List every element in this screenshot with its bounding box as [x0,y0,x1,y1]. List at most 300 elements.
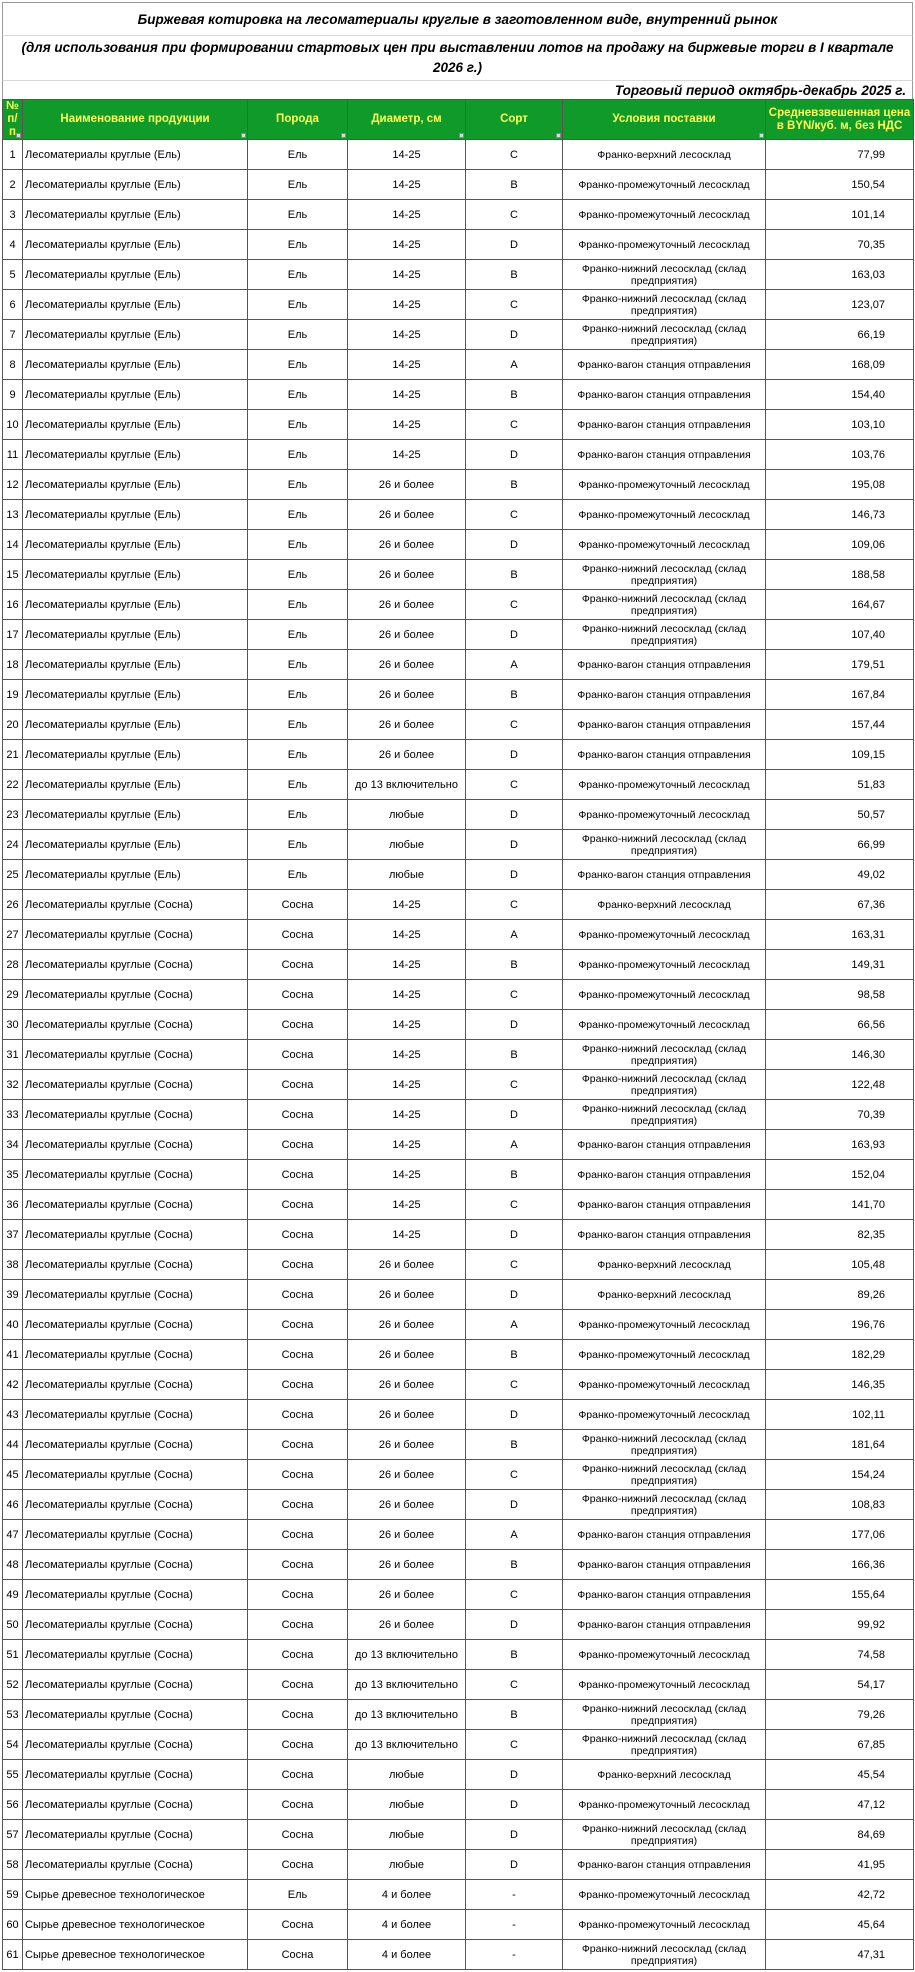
price-cell[interactable]: 163,03 [766,260,914,290]
diameter-cell[interactable]: любые [348,860,466,890]
product-name-cell[interactable]: Лесоматериалы круглые (Сосна) [23,1370,248,1400]
delivery-conditions-cell[interactable]: Франко-вагон станция отправления [563,1580,766,1610]
price-cell[interactable]: 66,56 [766,1010,914,1040]
price-cell[interactable]: 155,64 [766,1580,914,1610]
delivery-conditions-cell[interactable]: Франко-нижний лесосклад (склад предприятия) [563,1040,766,1070]
row-number-cell[interactable]: 17 [3,620,23,650]
price-cell[interactable]: 89,26 [766,1280,914,1310]
diameter-cell[interactable]: 14-25 [348,890,466,920]
species-cell[interactable]: Ель [248,770,348,800]
diameter-cell[interactable]: 14-25 [348,230,466,260]
delivery-conditions-cell[interactable]: Франко-нижний лесосклад (склад предприятия) [563,1730,766,1760]
price-cell[interactable]: 51,83 [766,770,914,800]
product-name-cell[interactable]: Лесоматериалы круглые (Ель) [23,140,248,170]
grade-cell[interactable]: A [466,920,563,950]
product-name-cell[interactable]: Лесоматериалы круглые (Ель) [23,470,248,500]
species-cell[interactable]: Ель [248,350,348,380]
product-name-cell[interactable]: Лесоматериалы круглые (Ель) [23,860,248,890]
delivery-conditions-cell[interactable]: Франко-нижний лесосклад (склад предприятия) [563,1460,766,1490]
price-cell[interactable]: 102,11 [766,1400,914,1430]
delivery-conditions-cell[interactable]: Франко-нижний лесосклад (склад предприятия) [563,830,766,860]
diameter-cell[interactable]: 26 и более [348,560,466,590]
price-cell[interactable]: 122,48 [766,1070,914,1100]
diameter-cell[interactable]: 14-25 [348,920,466,950]
row-number-cell[interactable]: 8 [3,350,23,380]
row-number-cell[interactable]: 18 [3,650,23,680]
species-cell[interactable]: Сосна [248,1730,348,1760]
price-cell[interactable]: 50,57 [766,800,914,830]
price-cell[interactable]: 196,76 [766,1310,914,1340]
species-cell[interactable]: Сосна [248,1700,348,1730]
grade-cell[interactable]: D [466,1760,563,1790]
row-number-cell[interactable]: 53 [3,1700,23,1730]
delivery-conditions-cell[interactable]: Франко-промежуточный лесосклад [563,1340,766,1370]
species-cell[interactable]: Ель [248,590,348,620]
diameter-cell[interactable]: до 13 включительно [348,1670,466,1700]
product-name-cell[interactable]: Лесоматериалы круглые (Ель) [23,740,248,770]
product-name-cell[interactable]: Сырье древесное технологическое [23,1880,248,1910]
diameter-cell[interactable]: 26 и более [348,1250,466,1280]
row-number-cell[interactable]: 56 [3,1790,23,1820]
diameter-cell[interactable]: 14-25 [348,950,466,980]
grade-cell[interactable]: C [466,770,563,800]
product-name-cell[interactable]: Лесоматериалы круглые (Сосна) [23,1460,248,1490]
price-cell[interactable]: 54,17 [766,1670,914,1700]
price-cell[interactable]: 66,19 [766,320,914,350]
price-cell[interactable]: 103,10 [766,410,914,440]
diameter-cell[interactable]: до 13 включительно [348,1640,466,1670]
row-number-cell[interactable]: 24 [3,830,23,860]
price-cell[interactable]: 107,40 [766,620,914,650]
diameter-cell[interactable]: 14-25 [348,1040,466,1070]
product-name-cell[interactable]: Лесоматериалы круглые (Сосна) [23,1190,248,1220]
species-cell[interactable]: Сосна [248,1790,348,1820]
price-cell[interactable]: 105,48 [766,1250,914,1280]
row-number-cell[interactable]: 26 [3,890,23,920]
filter-corner-icon[interactable] [759,133,764,138]
product-name-cell[interactable]: Лесоматериалы круглые (Ель) [23,620,248,650]
product-name-cell[interactable]: Лесоматериалы круглые (Ель) [23,380,248,410]
diameter-cell[interactable]: 14-25 [348,1130,466,1160]
grade-cell[interactable]: C [466,590,563,620]
price-cell[interactable]: 141,70 [766,1190,914,1220]
species-cell[interactable]: Сосна [248,1490,348,1520]
grade-cell[interactable]: D [466,620,563,650]
row-number-cell[interactable]: 19 [3,680,23,710]
filter-corner-icon[interactable] [241,133,246,138]
price-cell[interactable]: 154,40 [766,380,914,410]
delivery-conditions-cell[interactable]: Франко-вагон станция отправления [563,860,766,890]
grade-cell[interactable]: B [466,560,563,590]
species-cell[interactable]: Сосна [248,1580,348,1610]
species-cell[interactable]: Ель [248,530,348,560]
price-cell[interactable]: 79,26 [766,1700,914,1730]
row-number-cell[interactable]: 5 [3,260,23,290]
species-cell[interactable]: Сосна [248,890,348,920]
price-cell[interactable]: 109,15 [766,740,914,770]
price-cell[interactable]: 166,36 [766,1550,914,1580]
price-cell[interactable]: 182,29 [766,1340,914,1370]
price-cell[interactable]: 157,44 [766,710,914,740]
delivery-conditions-cell[interactable]: Франко-нижний лесосклад (склад предприятия) [563,1100,766,1130]
delivery-conditions-cell[interactable]: Франко-нижний лесосклад (склад предприятия) [563,1700,766,1730]
row-number-cell[interactable]: 41 [3,1340,23,1370]
diameter-cell[interactable]: 26 и более [348,680,466,710]
grade-cell[interactable]: C [466,140,563,170]
grade-cell[interactable]: C [466,1670,563,1700]
grade-cell[interactable]: C [466,980,563,1010]
grade-cell[interactable]: B [466,470,563,500]
grade-cell[interactable]: B [466,1430,563,1460]
species-cell[interactable]: Сосна [248,920,348,950]
grade-cell[interactable]: C [466,290,563,320]
row-number-cell[interactable]: 30 [3,1010,23,1040]
row-number-cell[interactable]: 14 [3,530,23,560]
product-name-cell[interactable]: Сырье древесное технологическое [23,1910,248,1940]
price-cell[interactable]: 101,14 [766,200,914,230]
diameter-cell[interactable]: 14-25 [348,260,466,290]
price-cell[interactable]: 181,64 [766,1430,914,1460]
row-number-cell[interactable]: 13 [3,500,23,530]
price-cell[interactable]: 177,06 [766,1520,914,1550]
row-number-cell[interactable]: 27 [3,920,23,950]
price-cell[interactable]: 146,73 [766,500,914,530]
row-number-cell[interactable]: 3 [3,200,23,230]
price-cell[interactable]: 99,92 [766,1610,914,1640]
header-name[interactable]: Наименование продукции [23,100,248,140]
row-number-cell[interactable]: 32 [3,1070,23,1100]
product-name-cell[interactable]: Лесоматериалы круглые (Сосна) [23,1070,248,1100]
product-name-cell[interactable]: Лесоматериалы круглые (Ель) [23,260,248,290]
product-name-cell[interactable]: Лесоматериалы круглые (Ель) [23,440,248,470]
row-number-cell[interactable]: 49 [3,1580,23,1610]
delivery-conditions-cell[interactable]: Франко-вагон станция отправления [563,1190,766,1220]
price-cell[interactable]: 41,95 [766,1850,914,1880]
product-name-cell[interactable]: Лесоматериалы круглые (Сосна) [23,1550,248,1580]
delivery-conditions-cell[interactable]: Франко-вагон станция отправления [563,440,766,470]
species-cell[interactable]: Ель [248,860,348,890]
price-cell[interactable]: 168,09 [766,350,914,380]
delivery-conditions-cell[interactable]: Франко-вагон станция отправления [563,740,766,770]
grade-cell[interactable]: C [466,1370,563,1400]
diameter-cell[interactable]: 14-25 [348,200,466,230]
price-cell[interactable]: 70,39 [766,1100,914,1130]
row-number-cell[interactable]: 10 [3,410,23,440]
delivery-conditions-cell[interactable]: Франко-верхний лесосклад [563,890,766,920]
grade-cell[interactable]: C [466,1460,563,1490]
grade-cell[interactable]: A [466,1520,563,1550]
grade-cell[interactable]: D [466,1610,563,1640]
header-diameter[interactable]: Диаметр, см [348,100,466,140]
species-cell[interactable]: Ель [248,380,348,410]
row-number-cell[interactable]: 36 [3,1190,23,1220]
species-cell[interactable]: Ель [248,440,348,470]
diameter-cell[interactable]: 14-25 [348,1010,466,1040]
delivery-conditions-cell[interactable]: Франко-промежуточный лесосклад [563,1670,766,1700]
diameter-cell[interactable]: 26 и более [348,650,466,680]
diameter-cell[interactable]: любые [348,1850,466,1880]
species-cell[interactable]: Ель [248,230,348,260]
row-number-cell[interactable]: 6 [3,290,23,320]
species-cell[interactable]: Сосна [248,1040,348,1070]
row-number-cell[interactable]: 33 [3,1100,23,1130]
row-number-cell[interactable]: 61 [3,1940,23,1970]
delivery-conditions-cell[interactable]: Франко-вагон станция отправления [563,1550,766,1580]
product-name-cell[interactable]: Лесоматериалы круглые (Ель) [23,710,248,740]
species-cell[interactable]: Ель [248,260,348,290]
product-name-cell[interactable]: Лесоматериалы круглые (Сосна) [23,1130,248,1160]
header-num[interactable]: № п/п [3,100,23,140]
delivery-conditions-cell[interactable]: Франко-промежуточный лесосклад [563,920,766,950]
price-cell[interactable]: 164,67 [766,590,914,620]
product-name-cell[interactable]: Лесоматериалы круглые (Сосна) [23,1430,248,1460]
product-name-cell[interactable]: Лесоматериалы круглые (Сосна) [23,1340,248,1370]
delivery-conditions-cell[interactable]: Франко-нижний лесосклад (склад предприятия) [563,560,766,590]
row-number-cell[interactable]: 21 [3,740,23,770]
species-cell[interactable]: Сосна [248,1670,348,1700]
row-number-cell[interactable]: 11 [3,440,23,470]
grade-cell[interactable]: C [466,710,563,740]
grade-cell[interactable]: D [466,530,563,560]
diameter-cell[interactable]: 14-25 [348,1220,466,1250]
diameter-cell[interactable]: любые [348,1790,466,1820]
diameter-cell[interactable]: 14-25 [348,290,466,320]
species-cell[interactable]: Ель [248,650,348,680]
price-cell[interactable]: 82,35 [766,1220,914,1250]
grade-cell[interactable]: D [466,1850,563,1880]
row-number-cell[interactable]: 9 [3,380,23,410]
grade-cell[interactable]: B [466,1340,563,1370]
price-cell[interactable]: 67,36 [766,890,914,920]
species-cell[interactable]: Ель [248,500,348,530]
diameter-cell[interactable]: 14-25 [348,1160,466,1190]
diameter-cell[interactable]: до 13 включительно [348,1700,466,1730]
filter-corner-icon[interactable] [16,133,21,138]
row-number-cell[interactable]: 34 [3,1130,23,1160]
species-cell[interactable]: Ель [248,170,348,200]
row-number-cell[interactable]: 2 [3,170,23,200]
diameter-cell[interactable]: любые [348,1760,466,1790]
product-name-cell[interactable]: Лесоматериалы круглые (Сосна) [23,1310,248,1340]
species-cell[interactable]: Сосна [248,1550,348,1580]
species-cell[interactable]: Сосна [248,980,348,1010]
product-name-cell[interactable]: Лесоматериалы круглые (Сосна) [23,1160,248,1190]
row-number-cell[interactable]: 4 [3,230,23,260]
product-name-cell[interactable]: Лесоматериалы круглые (Сосна) [23,1400,248,1430]
product-name-cell[interactable]: Лесоматериалы круглые (Сосна) [23,1040,248,1070]
delivery-conditions-cell[interactable]: Франко-промежуточный лесосклад [563,200,766,230]
delivery-conditions-cell[interactable]: Франко-промежуточный лесосклад [563,1790,766,1820]
row-number-cell[interactable]: 42 [3,1370,23,1400]
diameter-cell[interactable]: 26 и более [348,590,466,620]
species-cell[interactable]: Ель [248,680,348,710]
grade-cell[interactable]: D [466,440,563,470]
price-cell[interactable]: 179,51 [766,650,914,680]
row-number-cell[interactable]: 15 [3,560,23,590]
species-cell[interactable]: Сосна [248,1430,348,1460]
price-cell[interactable]: 188,58 [766,560,914,590]
grade-cell[interactable]: - [466,1880,563,1910]
product-name-cell[interactable]: Лесоматериалы круглые (Ель) [23,830,248,860]
delivery-conditions-cell[interactable]: Франко-вагон станция отправления [563,1220,766,1250]
diameter-cell[interactable]: до 13 включительно [348,1730,466,1760]
species-cell[interactable]: Сосна [248,1400,348,1430]
product-name-cell[interactable]: Лесоматериалы круглые (Ель) [23,800,248,830]
grade-cell[interactable]: D [466,1400,563,1430]
species-cell[interactable]: Сосна [248,1100,348,1130]
grade-cell[interactable]: D [466,1490,563,1520]
row-number-cell[interactable]: 43 [3,1400,23,1430]
species-cell[interactable]: Сосна [248,1820,348,1850]
delivery-conditions-cell[interactable]: Франко-промежуточный лесосклад [563,1400,766,1430]
species-cell[interactable]: Ель [248,470,348,500]
product-name-cell[interactable]: Лесоматериалы круглые (Сосна) [23,1820,248,1850]
species-cell[interactable]: Сосна [248,1850,348,1880]
grade-cell[interactable]: D [466,230,563,260]
grade-cell[interactable]: D [466,740,563,770]
delivery-conditions-cell[interactable]: Франко-промежуточный лесосклад [563,500,766,530]
delivery-conditions-cell[interactable]: Франко-нижний лесосклад (склад предприятия) [563,1430,766,1460]
row-number-cell[interactable]: 55 [3,1760,23,1790]
species-cell[interactable]: Сосна [248,1220,348,1250]
grade-cell[interactable]: B [466,380,563,410]
row-number-cell[interactable]: 47 [3,1520,23,1550]
row-number-cell[interactable]: 31 [3,1040,23,1070]
grade-cell[interactable]: C [466,1070,563,1100]
product-name-cell[interactable]: Лесоматериалы круглые (Сосна) [23,1280,248,1310]
species-cell[interactable]: Ель [248,560,348,590]
price-cell[interactable]: 70,35 [766,230,914,260]
delivery-conditions-cell[interactable]: Франко-промежуточный лесосклад [563,470,766,500]
price-cell[interactable]: 67,85 [766,1730,914,1760]
price-cell[interactable]: 154,24 [766,1460,914,1490]
price-cell[interactable]: 123,07 [766,290,914,320]
delivery-conditions-cell[interactable]: Франко-нижний лесосклад (склад предприятия) [563,1820,766,1850]
grade-cell[interactable]: B [466,950,563,980]
price-cell[interactable]: 49,02 [766,860,914,890]
grade-cell[interactable]: B [466,1040,563,1070]
row-number-cell[interactable]: 40 [3,1310,23,1340]
row-number-cell[interactable]: 45 [3,1460,23,1490]
diameter-cell[interactable]: 14-25 [348,350,466,380]
delivery-conditions-cell[interactable]: Франко-промежуточный лесосклад [563,530,766,560]
product-name-cell[interactable]: Лесоматериалы круглые (Ель) [23,770,248,800]
row-number-cell[interactable]: 37 [3,1220,23,1250]
diameter-cell[interactable]: 26 и более [348,1550,466,1580]
grade-cell[interactable]: - [466,1910,563,1940]
delivery-conditions-cell[interactable]: Франко-промежуточный лесосклад [563,1370,766,1400]
price-cell[interactable]: 66,99 [766,830,914,860]
filter-corner-icon[interactable] [341,133,346,138]
species-cell[interactable]: Сосна [248,1250,348,1280]
species-cell[interactable]: Сосна [248,1460,348,1490]
grade-cell[interactable]: D [466,800,563,830]
header-species[interactable]: Порода [248,100,348,140]
delivery-conditions-cell[interactable]: Франко-вагон станция отправления [563,1520,766,1550]
species-cell[interactable]: Сосна [248,1280,348,1310]
grade-cell[interactable]: C [466,200,563,230]
row-number-cell[interactable]: 50 [3,1610,23,1640]
diameter-cell[interactable]: 26 и более [348,1490,466,1520]
delivery-conditions-cell[interactable]: Франко-вагон станция отправления [563,710,766,740]
row-number-cell[interactable]: 16 [3,590,23,620]
grade-cell[interactable]: C [466,890,563,920]
diameter-cell[interactable]: 14-25 [348,410,466,440]
product-name-cell[interactable]: Лесоматериалы круглые (Сосна) [23,980,248,1010]
delivery-conditions-cell[interactable]: Франко-нижний лесосклад (склад предприятия) [563,590,766,620]
species-cell[interactable]: Сосна [248,1370,348,1400]
diameter-cell[interactable]: 26 и более [348,1460,466,1490]
product-name-cell[interactable]: Лесоматериалы круглые (Сосна) [23,890,248,920]
grade-cell[interactable]: D [466,320,563,350]
delivery-conditions-cell[interactable]: Франко-нижний лесосклад (склад предприятия) [563,1490,766,1520]
product-name-cell[interactable]: Лесоматериалы круглые (Ель) [23,500,248,530]
product-name-cell[interactable]: Лесоматериалы круглые (Сосна) [23,1700,248,1730]
species-cell[interactable]: Ель [248,620,348,650]
row-number-cell[interactable]: 58 [3,1850,23,1880]
delivery-conditions-cell[interactable]: Франко-нижний лесосклад (склад предприятия) [563,320,766,350]
diameter-cell[interactable]: 14-25 [348,980,466,1010]
delivery-conditions-cell[interactable]: Франко-промежуточный лесосклад [563,1880,766,1910]
diameter-cell[interactable]: 14-25 [348,380,466,410]
grade-cell[interactable]: B [466,260,563,290]
row-number-cell[interactable]: 12 [3,470,23,500]
species-cell[interactable]: Сосна [248,1520,348,1550]
row-number-cell[interactable]: 28 [3,950,23,980]
diameter-cell[interactable]: 4 и более [348,1880,466,1910]
product-name-cell[interactable]: Лесоматериалы круглые (Сосна) [23,1610,248,1640]
delivery-conditions-cell[interactable]: Франко-промежуточный лесосклад [563,1010,766,1040]
species-cell[interactable]: Сосна [248,1310,348,1340]
product-name-cell[interactable]: Лесоматериалы круглые (Сосна) [23,950,248,980]
grade-cell[interactable]: A [466,1130,563,1160]
diameter-cell[interactable]: 26 и более [348,1280,466,1310]
grade-cell[interactable]: A [466,1310,563,1340]
grade-cell[interactable]: B [466,1700,563,1730]
diameter-cell[interactable]: 4 и более [348,1940,466,1970]
diameter-cell[interactable]: 26 и более [348,500,466,530]
product-name-cell[interactable]: Лесоматериалы круглые (Ель) [23,350,248,380]
grade-cell[interactable]: C [466,1190,563,1220]
grade-cell[interactable]: D [466,1820,563,1850]
product-name-cell[interactable]: Лесоматериалы круглые (Ель) [23,590,248,620]
price-cell[interactable]: 77,99 [766,140,914,170]
diameter-cell[interactable]: любые [348,830,466,860]
product-name-cell[interactable]: Лесоматериалы круглые (Сосна) [23,1220,248,1250]
price-cell[interactable]: 163,93 [766,1130,914,1160]
diameter-cell[interactable]: 26 и более [348,710,466,740]
row-number-cell[interactable]: 44 [3,1430,23,1460]
product-name-cell[interactable]: Лесоматериалы круглые (Сосна) [23,1850,248,1880]
species-cell[interactable]: Сосна [248,950,348,980]
delivery-conditions-cell[interactable]: Франко-промежуточный лесосклад [563,170,766,200]
delivery-conditions-cell[interactable]: Франко-промежуточный лесосклад [563,230,766,260]
price-cell[interactable]: 84,69 [766,1820,914,1850]
delivery-conditions-cell[interactable]: Франко-вагон станция отправления [563,1610,766,1640]
delivery-conditions-cell[interactable]: Франко-нижний лесосклад (склад предприятия) [563,1070,766,1100]
grade-cell[interactable]: D [466,830,563,860]
row-number-cell[interactable]: 57 [3,1820,23,1850]
delivery-conditions-cell[interactable]: Франко-промежуточный лесосклад [563,1640,766,1670]
product-name-cell[interactable]: Лесоматериалы круглые (Сосна) [23,1490,248,1520]
species-cell[interactable]: Ель [248,290,348,320]
row-number-cell[interactable]: 35 [3,1160,23,1190]
delivery-conditions-cell[interactable]: Франко-вагон станция отправления [563,650,766,680]
price-cell[interactable]: 163,31 [766,920,914,950]
diameter-cell[interactable]: 14-25 [348,140,466,170]
price-cell[interactable]: 98,58 [766,980,914,1010]
price-cell[interactable]: 150,54 [766,170,914,200]
